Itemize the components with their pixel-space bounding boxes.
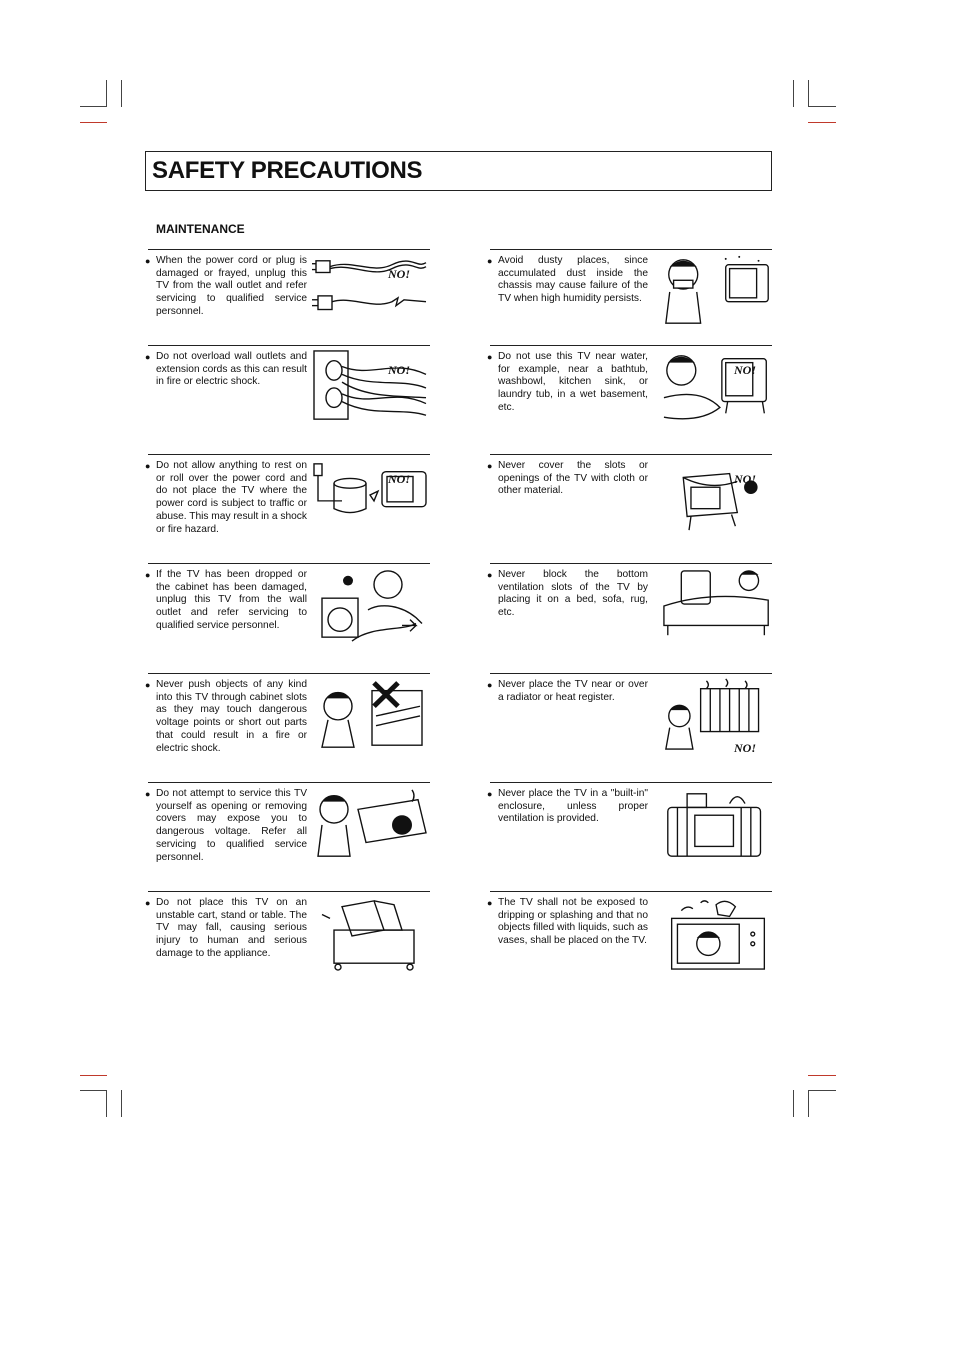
- overloaded-outlet-icon: [312, 349, 428, 425]
- bullet-icon: ●: [487, 898, 493, 908]
- bullet-icon: ●: [145, 898, 151, 908]
- crop-mark: [793, 1090, 794, 1117]
- precaution-text: Never block the bottom ventilation slots of the TV by placing it on a bed, sofa, rug, etc.: [498, 569, 648, 619]
- precaution-text: Never place the TV in a "built-in" enclosure, unless proper ventilation is provided.: [498, 788, 648, 825]
- crop-mark: [121, 1090, 122, 1117]
- precaution-item: [145, 345, 430, 453]
- precaution-text: Do not place this TV on an unstable cart, stand or table. The TV may fall, causing serious injury to human and serious damage to the appliance.: [156, 897, 307, 959]
- crop-mark: [808, 1090, 809, 1117]
- no-label: NO!: [387, 472, 410, 486]
- no-label: NO!: [387, 267, 410, 281]
- bullet-icon: ●: [145, 256, 151, 266]
- dusty-tv-icon: [662, 253, 774, 329]
- bullet-icon: ●: [145, 352, 151, 362]
- crop-mark: [793, 80, 794, 107]
- crop-mark: [808, 1075, 836, 1076]
- precaution-text: Do not allow anything to rest on or roll over the power cord and do not place the TV where the power cord is subject to traffic or abuse. This may result in a shock or fire hazard.: [156, 460, 307, 535]
- crop-mark: [808, 1090, 836, 1091]
- bullet-icon: ●: [487, 461, 493, 471]
- bullet-icon: ●: [487, 352, 493, 362]
- precaution-text: Avoid dusty places, since accumulated dust inside the chassis may cause failure of the TV when high humidity persists.: [498, 255, 648, 305]
- no-label: NO!: [387, 363, 410, 377]
- precaution-item: [145, 782, 430, 890]
- crop-mark: [80, 1075, 107, 1076]
- precaution-item: [487, 454, 772, 562]
- built-in-enclosure-icon: [662, 786, 774, 862]
- precaution-item: [145, 673, 430, 781]
- liquid-splash-icon: [662, 895, 774, 971]
- tv-on-cart-icon: [312, 895, 428, 971]
- bullet-icon: ●: [145, 789, 151, 799]
- bullet-icon: ●: [487, 680, 493, 690]
- bullet-icon: ●: [145, 461, 151, 471]
- cord-crushed-icon: [312, 458, 428, 534]
- precaution-item: [487, 249, 772, 357]
- tv-on-bed-icon: [662, 567, 774, 643]
- child-pushing-object-icon: [312, 677, 428, 753]
- precaution-item: [145, 454, 430, 562]
- precaution-text: The TV shall not be exposed to dripping or splashing and that no objects filled with liquids, such as vases, shall be placed on the TV.: [498, 897, 648, 947]
- precaution-item: [145, 249, 430, 357]
- precaution-item: [145, 891, 430, 999]
- precaution-text: Do not use this TV near water, for example, near a bathtub, washbowl, kitchen sink, or laundry tub, in a wet basement, etc.: [498, 351, 648, 413]
- precaution-item: [487, 563, 772, 671]
- bullet-icon: ●: [487, 256, 493, 266]
- precaution-item: [487, 782, 772, 890]
- crop-mark: [808, 106, 836, 107]
- precaution-item: [487, 673, 772, 781]
- crop-mark: [80, 1090, 107, 1091]
- precaution-text: Do not attempt to service this TV yourself as opening or removing covers may expose you to dangerous voltage. Refer all servicing to qualified service personnel.: [156, 788, 307, 863]
- precaution-text: When the power cord or plug is damaged or frayed, unplug this TV from the wall outlet and refer servicing to qualified service personnel.: [156, 255, 307, 317]
- bullet-icon: ●: [487, 570, 493, 580]
- section-title: MAINTENANCE: [156, 222, 245, 236]
- bullet-icon: ●: [145, 680, 151, 690]
- dropped-tv-icon: [312, 567, 428, 643]
- crop-mark: [80, 122, 107, 123]
- crop-mark: [106, 80, 107, 107]
- precaution-text: Never cover the slots or openings of the TV with cloth or other material.: [498, 460, 648, 497]
- crop-mark: [808, 80, 809, 107]
- precaution-text: If the TV has been dropped or the cabinet has been damaged, unplug this TV from the wall outlet and refer servicing to qualified service personnel.: [156, 569, 307, 631]
- precaution-text: Do not overload wall outlets and extension cords as this can result in fire or electric shock.: [156, 351, 307, 388]
- crop-mark: [106, 1090, 107, 1117]
- crop-mark: [121, 80, 122, 107]
- no-label: NO!: [733, 472, 756, 486]
- tv-near-water-icon: [662, 349, 774, 425]
- bullet-icon: ●: [487, 789, 493, 799]
- damaged-plug-icon: [312, 253, 428, 329]
- precaution-item: [487, 891, 772, 999]
- precaution-item: [487, 345, 772, 453]
- title-box: [145, 151, 772, 191]
- covered-tv-icon: [662, 458, 774, 534]
- tv-near-radiator-icon: [662, 677, 774, 753]
- crop-mark: [80, 106, 107, 107]
- opened-tv-shock-icon: [312, 786, 428, 862]
- precaution-text: Never push objects of any kind into this TV through cabinet slots as they may touch dangerous voltage points or short out parts that could result in a fire or electric shock.: [156, 679, 307, 754]
- no-label: NO!: [733, 741, 756, 755]
- bullet-icon: ●: [145, 570, 151, 580]
- page-title: SAFETY PRECAUTIONS: [152, 157, 423, 184]
- precaution-item: [145, 563, 430, 671]
- no-label: NO!: [733, 363, 756, 377]
- crop-mark: [808, 122, 836, 123]
- precaution-text: Never place the TV near or over a radiator or heat register.: [498, 679, 648, 703]
